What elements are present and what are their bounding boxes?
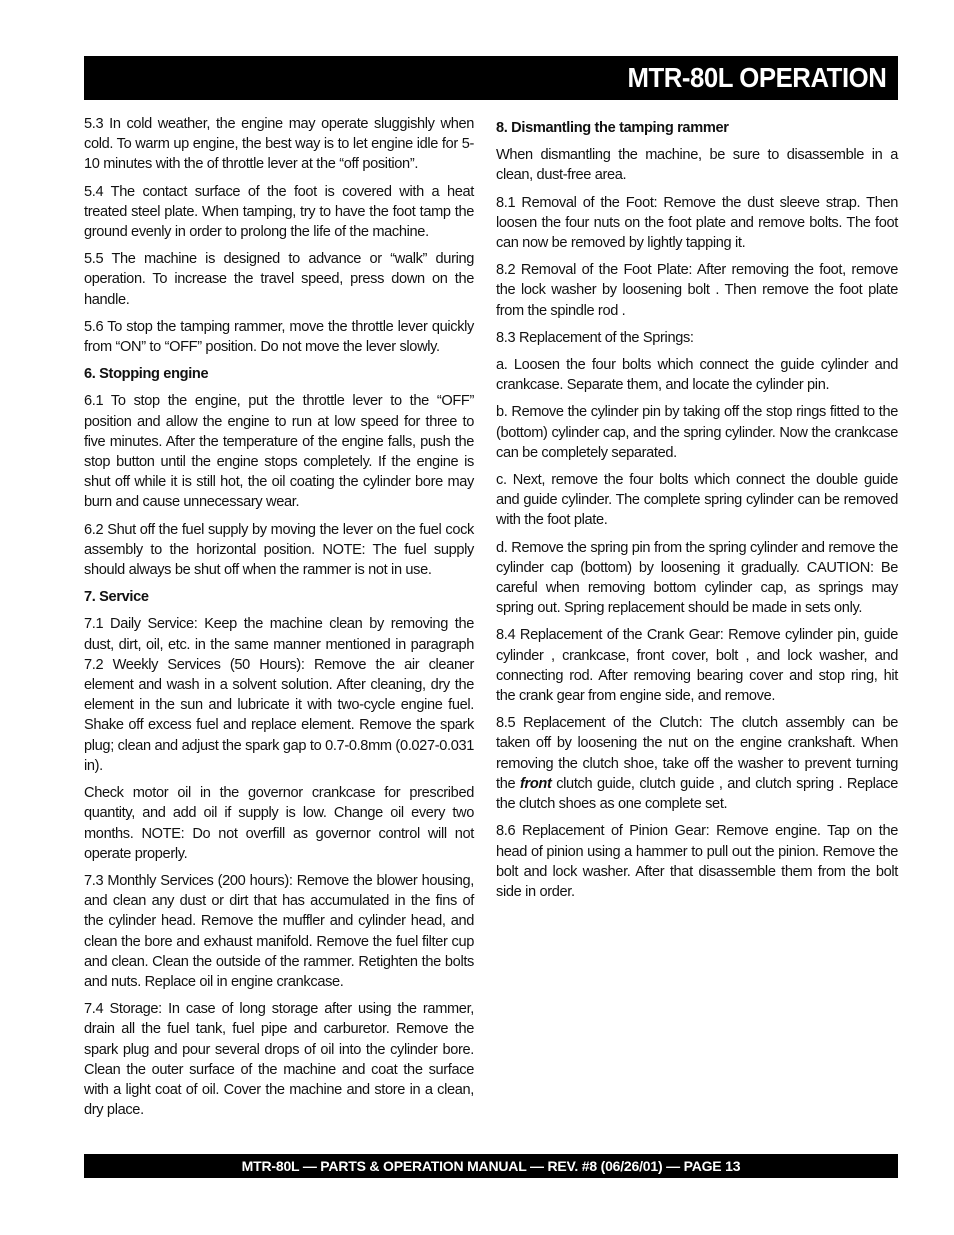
paragraph-8-intro: When dismantling the machine, be sure to disassemble in a clean, dust-free area. [496,147,898,184]
paragraph-6-2: 6.2 Shut off the fuel supply by moving the lever on the fuel cock assembly to the horizontal position. NOTE: The fuel supply should always be shut off when the rammer is not in use. [84,521,474,579]
paragraph-8-2: 8.2 Removal of the Foot Plate: After removing the foot, remove the lock washer by loosening bolt . Then remove the foot plate from the spindle rod . [496,262,898,319]
page-footer-bar [84,1154,898,1178]
paragraph-8-6: 8.6 Replacement of Pinion Gear: Remove engine. Tap on the head of pinion using a hammer to pull out the pinion. Remove the bolt and lock washer. After that disassemble them from the bolt side in order. [496,823,898,900]
paragraph-7-3: 7.3 Monthly Services (200 hours): Remove the blower housing, and clean any dust or dirt that has accumulated in the fins of the cylinder head. Remove the muffler and cylinder head, and clean the bore and exhaust manifold. Remove the fuel filter cup and clean. Clean the outside of the rammer. Retighten the bolts and nuts. Replace oil in engine crankcase. [84,872,474,990]
paragraph-8-5-text-start: 8.5 Replacement of the Clutch: The clutch assembly can be taken off by loosening the nut on the engine crankshaft. When removing the clutch shoe, take off the washer to prevent turning the [496,715,898,792]
left-column [84,114,474,1127]
emphasis-front: front [519,775,552,792]
paragraph-5-4: 5.4 The contact surface of the foot is covered with a heat treated steel plate. When tamping, try to have the foot tamp the ground evenly in order to prolong the life of the machine. [84,183,474,241]
paragraph-8-3-b: b. Remove the cylinder pin by taking off the stop rings fitted to the (bottom) cylinder cap, and the spring cylinder. Now the crankcase can be completely separated. [496,404,898,461]
paragraph-8-3: 8.3 Replacement of the Springs: [496,329,694,346]
right-column [496,114,898,909]
paragraph-8-3-a: a. Loosen the four bolts which connect the guide cylinder and crankcase. Separate them, and locate the cylinder pin. [496,357,898,394]
section-heading-stopping-engine: 6. Stopping engine [84,366,209,383]
paragraph-5-3: 5.3 In cold weather, the engine may operate sluggishly when cold. To warm up engine, the best way is to let engine idle for 5-10 minutes with the of throttle lever at the “off position”. [84,116,474,173]
page-title: MTR-80L OPERATION [627,62,886,93]
paragraph-7-4: 7.4 Storage: In case of long storage after using the rammer, drain all the fuel tank, fuel pipe and carburetor. Remove the spark plug and pour several drops of oil into the cylinder bore. Clean the outer surface of the machine and coat the surface with a light coat of oil. Cover the machine and store in a clean, dry place. [84,1001,474,1119]
paragraph-8-3-c: c. Next, remove the four bolts which connect the double guide and guide cylinder. The complete spring cylinder can be removed with the foot plate. [496,472,898,529]
paragraph-check-oil: Check motor oil in the governor crankcase for prescribed quantity, and add oil if supply is low. Change oil every two months. NOTE: Do not overfill as governor control will not operate properly. [84,785,474,862]
paragraph-8-3-d: d. Remove the spring pin from the spring cylinder and remove the cylinder cap (bottom) by loosening it gradually. CAUTION: Be careful when removing bottom cylinder cap, as springs may spring out. Spring replacement should be made in sets only. [496,539,898,617]
footer-text: MTR-80L — PARTS & OPERATION MANUAL — REV. #8 (06/26/01) — PAGE 13 [241,1158,741,1174]
paragraph-8-4: 8.4 Replacement of the Crank Gear: Remove cylinder pin, guide cylinder , crankcase, front cover, bolt , and lock washer, and connecting rod. After removing bearing cover and stop ring, hit the crank gear from engine side, and remove. [496,627,898,705]
section-heading-dismantling: 8. Dismantling the tamping rammer [496,120,729,136]
paragraph-7-1: 7.1 Daily Service: Keep the machine clean by removing the dust, dirt, oil, etc. in the same manner mentioned in paragraph 7.2 Weekly Services (50 Hours): Remove the air cleaner element and wash in a solvent solution. After cleaning, dry the element in the sun and lubricate it with two-cycle engine fuel. Shake off excess fuel and replace element. Remove the spark plug; clean and adjust the spark gap to 0.7-0.8mm (0.027-0.031 in). [84,616,474,774]
paragraph-8-5 [496,713,898,814]
paragraph-5-6: 5.6 To stop the tamping rammer, move the throttle lever quickly from “ON” to “OFF” position. Do not move the lever slowly. [84,318,474,356]
page-header-bar [84,56,898,100]
paragraph-8-5-text-end: clutch guide, clutch guide , and clutch spring . Replace the clutch shoes as one complete set. [496,775,898,813]
paragraph-6-1: 6.1 To stop the engine, put the throttle lever to the “OFF” position and allow the engine to run at low speed for three to five minutes. After the temperature of the engine falls, push the stop button until the engine stops completely. If the engine is shut off while it is still hot, the oil coating the cylinder bore may burn and cause unnecessary wear. [84,393,474,511]
section-heading-service: 7. Service [84,589,149,606]
paragraph-5-5: 5.5 The machine is designed to advance or “walk” during operation. To increase the travel speed, press down on the handle. [84,251,474,308]
paragraph-8-1: 8.1 Removal of the Foot: Remove the dust sleeve strap. Then loosen the four nuts on the foot plate and remove bolts. The foot can now be removed by lightly tapping it. [496,194,898,252]
